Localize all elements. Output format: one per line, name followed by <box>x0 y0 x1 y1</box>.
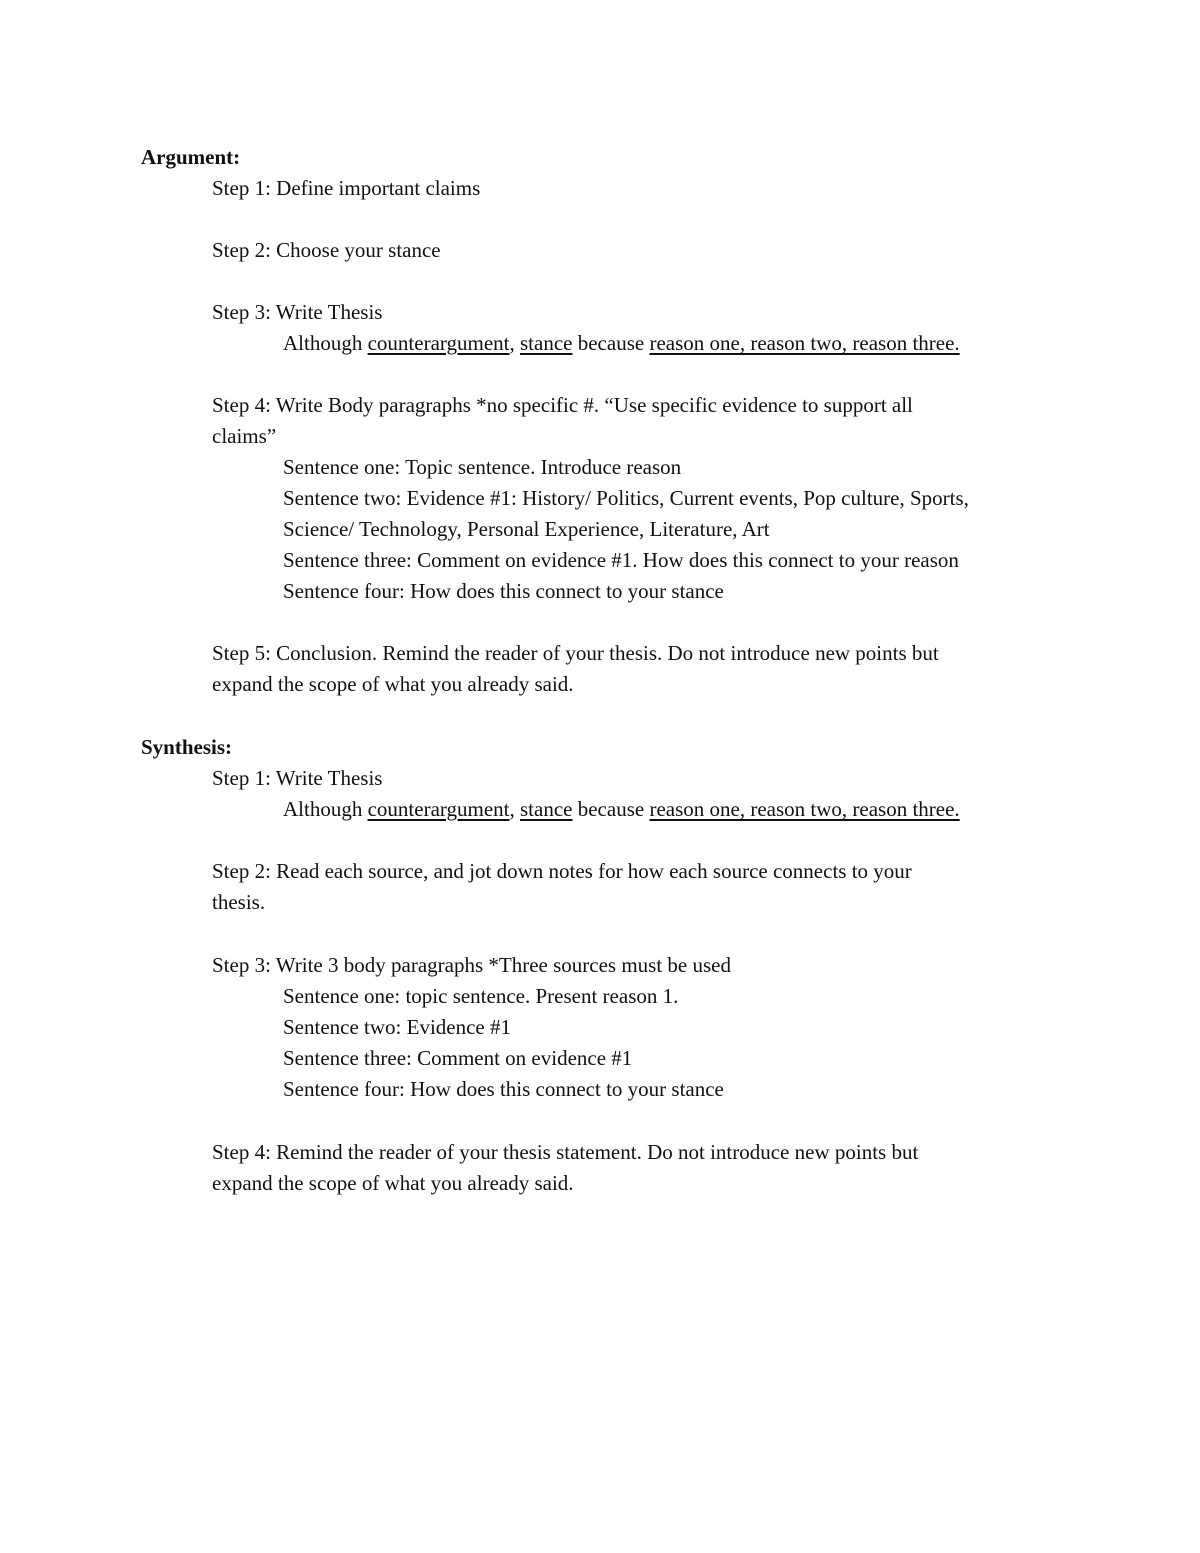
thesis-reasons: reason one, reason two, reason three. <box>649 797 960 821</box>
argument-step-4-line-2: claims” <box>212 424 277 448</box>
synthesis-step-2-line-1: Step 2: Read each source, and jot down notes for how each source connects to your <box>212 859 912 883</box>
thesis-comma: , <box>509 331 520 355</box>
synthesis-step-3-sentence-one: Sentence one: topic sentence. Present reason 1. <box>283 984 679 1008</box>
thesis-counterargument: counterargument <box>367 797 510 821</box>
synthesis-step-3-sentence-four: Sentence four: How does this connect to your stance <box>283 1077 724 1101</box>
synthesis-step-3-sentence-three: Sentence three: Comment on evidence #1 <box>283 1046 633 1070</box>
thesis-because: because <box>572 797 650 821</box>
thesis-stance: stance <box>520 797 573 821</box>
argument-step-3: Step 3: Write Thesis <box>212 300 383 324</box>
synthesis-step-4-line-1: Step 4: Remind the reader of your thesis statement. Do not introduce new points but <box>212 1140 919 1164</box>
argument-step-5-line-1: Step 5: Conclusion. Remind the reader of your thesis. Do not introduce new points but <box>212 641 939 665</box>
synthesis-thesis-template <box>283 794 960 825</box>
argument-step-4-sentence-three: Sentence three: Comment on evidence #1. How does this connect to your reason <box>283 548 959 572</box>
argument-thesis-template <box>283 328 960 359</box>
argument-step-2: Step 2: Choose your stance <box>212 238 441 262</box>
synthesis-step-1: Step 1: Write Thesis <box>212 766 383 790</box>
argument-step-4-sentence-two: Sentence two: Evidence #1: History/ Politics, Current events, Pop culture, Sports, <box>283 486 969 510</box>
synthesis-step-4-line-2: expand the scope of what you already said. <box>212 1171 574 1195</box>
argument-step-4-sentence-one: Sentence one: Topic sentence. Introduce reason <box>283 455 682 479</box>
argument-heading: Argument: <box>141 145 241 169</box>
argument-step-4-sentence-four: Sentence four: How does this connect to your stance <box>283 579 724 603</box>
synthesis-step-3-sentence-two: Sentence two: Evidence #1 <box>283 1015 512 1039</box>
thesis-counterargument: counterargument <box>367 331 510 355</box>
argument-step-5-line-2: expand the scope of what you already said. <box>212 672 574 696</box>
argument-step-4-sentence-two-cont: Science/ Technology, Personal Experience, Literature, Art <box>283 517 770 541</box>
argument-step-4-line-1: Step 4: Write Body paragraphs *no specific #. “Use specific evidence to support all <box>212 393 913 417</box>
thesis-stance: stance <box>520 331 573 355</box>
thesis-although: Although <box>283 331 368 355</box>
thesis-comma: , <box>509 797 520 821</box>
argument-step-1: Step 1: Define important claims <box>212 176 481 200</box>
thesis-although: Although <box>283 797 368 821</box>
synthesis-step-3: Step 3: Write 3 body paragraphs *Three sources must be used <box>212 953 731 977</box>
thesis-reasons: reason one, reason two, reason three. <box>649 331 960 355</box>
synthesis-step-2-line-2: thesis. <box>212 890 266 914</box>
synthesis-heading: Synthesis: <box>141 735 233 759</box>
thesis-because: because <box>572 331 650 355</box>
